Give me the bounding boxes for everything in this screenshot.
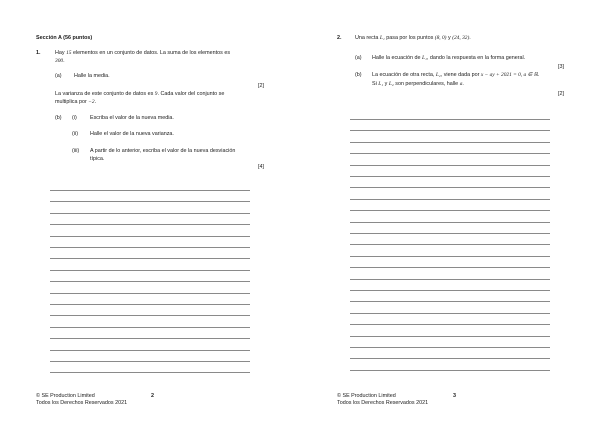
footer-copyright: © SE Production Limited bbox=[36, 393, 95, 399]
question-2-number: 2. bbox=[337, 35, 342, 41]
footer-rights: Todos los Derechos Reservados 2021 bbox=[36, 400, 128, 406]
variance-intro-line-1: La varianza de este conjunto de datos es 9. Cada valor del conjunto se bbox=[55, 91, 225, 97]
answer-line bbox=[50, 304, 250, 305]
answer-line bbox=[350, 347, 550, 348]
footer-rights: Todos los Derechos Reservados 2021 bbox=[337, 400, 429, 406]
page-number: 3 bbox=[453, 393, 456, 399]
answer-line bbox=[350, 313, 550, 314]
answer-line bbox=[350, 176, 550, 177]
variance-intro-line-2: multiplica por −2. bbox=[55, 99, 97, 105]
answer-line bbox=[350, 336, 550, 337]
answer-line bbox=[50, 361, 250, 362]
answer-line bbox=[350, 324, 550, 325]
answer-line bbox=[350, 119, 550, 120]
answer-line bbox=[350, 358, 550, 359]
answer-line bbox=[350, 130, 550, 131]
answer-line bbox=[50, 372, 250, 373]
answer-line bbox=[350, 153, 550, 154]
answer-line bbox=[50, 281, 250, 282]
footer-copyright: © SE Production Limited bbox=[337, 393, 396, 399]
answer-line bbox=[50, 201, 250, 202]
sub-ii-text: Halle el valor de la nueva varianza. bbox=[90, 131, 174, 137]
answer-line bbox=[350, 290, 550, 291]
answer-line bbox=[50, 315, 250, 316]
right-page bbox=[300, 0, 600, 424]
answer-line bbox=[350, 256, 550, 257]
sub-ii-label: (ii) bbox=[72, 131, 78, 137]
answer-line bbox=[350, 370, 550, 371]
answer-line bbox=[50, 350, 250, 351]
answer-line bbox=[350, 244, 550, 245]
answer-line bbox=[50, 190, 250, 191]
answer-line bbox=[350, 301, 550, 302]
answer-line bbox=[350, 199, 550, 200]
answer-line bbox=[350, 142, 550, 143]
answer-line bbox=[50, 327, 250, 328]
sub-iii-text-line-1: A partir de lo anterior, escriba el valor de la nueva desviación bbox=[90, 148, 236, 154]
answer-line bbox=[50, 247, 250, 248]
answer-line bbox=[350, 233, 550, 234]
sub-iii-text-line-2: típica. bbox=[90, 156, 105, 162]
page-number: 2 bbox=[151, 393, 154, 399]
section-title: Sección A (56 puntos) bbox=[36, 35, 93, 41]
part-b-text-line-2: Si L₁ y L₂ son perpendiculares, halle a. bbox=[372, 81, 464, 87]
question-1-number: 1. bbox=[36, 50, 41, 56]
answer-line bbox=[350, 210, 550, 211]
part-a-label: (a) bbox=[355, 55, 362, 61]
part-a-text: Halle la media. bbox=[74, 73, 110, 79]
part-a-label: (a) bbox=[55, 73, 62, 79]
answer-line bbox=[50, 258, 250, 259]
answer-line bbox=[50, 293, 250, 294]
answer-line bbox=[350, 222, 550, 223]
part-b-label: (b) bbox=[55, 115, 62, 121]
question-2-stem: Una recta L₁ pasa por los puntos (8, 0) y (24, 32). bbox=[355, 35, 471, 41]
answer-line bbox=[350, 267, 550, 268]
answer-line bbox=[350, 187, 550, 188]
answer-line bbox=[50, 213, 250, 214]
sub-i-text: Escriba el valor de la nueva media. bbox=[90, 115, 174, 121]
answer-line bbox=[350, 165, 550, 166]
part-b-label: (b) bbox=[355, 72, 362, 78]
part-a-text: Halle la ecuación de L₁, dando la respuesta en la forma general. bbox=[372, 55, 526, 61]
sub-i-label: (i) bbox=[72, 115, 77, 121]
answer-line bbox=[350, 279, 550, 280]
part-a-marks: [2] bbox=[258, 83, 264, 89]
part-b-marks: [2] bbox=[558, 91, 564, 97]
question-1-stem-line-1: Hay 15 elementos en un conjunto de datos. La suma de los elementos es bbox=[55, 50, 231, 56]
part-a-marks: [3] bbox=[558, 64, 564, 70]
question-1-stem-line-2: 300. bbox=[55, 58, 65, 64]
part-b-text-line-1: La ecuación de otra recta, L₂, viene dada por x − ay + 2021 = 0, a ∈ ℝ. bbox=[372, 72, 540, 78]
answer-line bbox=[50, 236, 250, 237]
part-b-marks: [4] bbox=[258, 164, 264, 170]
answer-line bbox=[50, 338, 250, 339]
answer-line bbox=[50, 270, 250, 271]
sub-iii-label: (iii) bbox=[72, 148, 80, 154]
answer-line bbox=[50, 224, 250, 225]
